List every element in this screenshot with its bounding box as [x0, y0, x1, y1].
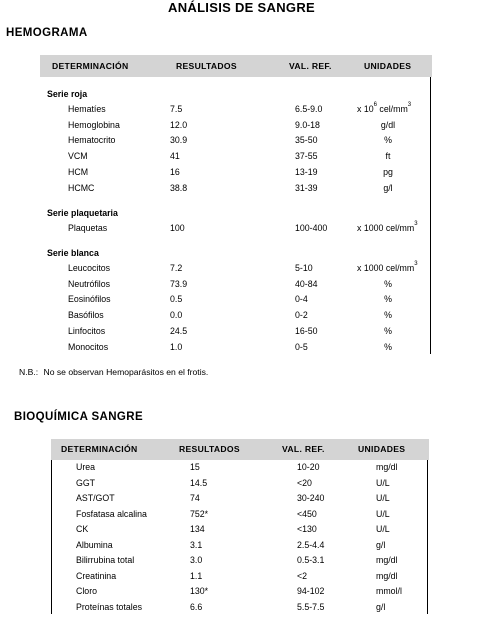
bioquimica-header — [51, 439, 429, 460]
row-ref: 13-19 — [295, 166, 318, 177]
row-name: Hematocrito — [68, 135, 116, 146]
row-ref: 16-50 — [295, 325, 318, 336]
row-result: 1.0 — [170, 341, 183, 352]
unit-text: x 10 — [357, 104, 374, 114]
bioquimica-title: BIOQUÍMICA SANGRE — [14, 411, 144, 423]
row-result: 41 — [170, 151, 180, 162]
row-result: 73.9 — [170, 278, 188, 289]
row-result: 0.5 — [170, 294, 183, 305]
unit-cell: % — [384, 310, 392, 321]
row-ref: 94-102 — [297, 586, 325, 596]
row-result: 3.0 — [190, 555, 203, 565]
bioquimica-right-border — [427, 460, 428, 614]
row-name: Eosinófilos — [68, 294, 111, 305]
unit-text: x 1000 cel/mm — [357, 263, 415, 273]
unit-cell: U/L — [376, 477, 390, 488]
note-label: N.B.: — [19, 367, 39, 377]
unit-cell: % — [384, 278, 392, 289]
hemograma-header — [40, 55, 432, 77]
row-ref: 37-55 — [295, 151, 318, 162]
row-ref: 2.5-4.4 — [297, 539, 325, 550]
row-name: Cloro — [76, 586, 98, 596]
row-result: 12.0 — [170, 119, 188, 130]
row-ref: 6.5-9.0 — [295, 104, 323, 114]
header-unidades: UNIDADES — [358, 444, 406, 454]
row-name: Proteínas totales — [76, 601, 143, 612]
row-ref: 30-240 — [297, 493, 325, 503]
unit-cell: g/dl — [380, 119, 396, 130]
unit-cell: ft — [385, 151, 391, 162]
row-name: CK — [76, 524, 89, 534]
unit-superscript: 6 — [373, 102, 377, 108]
row-ref: <20 — [297, 477, 312, 488]
row-result: 24.5 — [170, 325, 188, 336]
unit-cell: % — [384, 294, 392, 305]
row-result: 7.5 — [170, 104, 183, 114]
group-label: Serie plaquetaria — [47, 208, 118, 218]
hemograma-title: HEMOGRAMA — [6, 27, 88, 39]
unit-cell: % — [384, 325, 392, 336]
header-unidades: UNIDADES — [364, 61, 412, 71]
row-ref: 0.5-3.1 — [297, 555, 325, 565]
unit-cell — [357, 104, 411, 114]
row-ref: 9.0-18 — [295, 119, 320, 130]
row-name: Albumina — [76, 539, 113, 550]
row-result: 15 — [190, 462, 200, 472]
row-ref: 5-10 — [295, 263, 313, 273]
row-ref: 100-400 — [295, 223, 328, 233]
unit-text: cel/mm — [376, 104, 408, 114]
header-valref: VAL. REF. — [289, 61, 332, 71]
unit-cell: U/L — [376, 508, 390, 519]
row-result: 1.1 — [190, 570, 203, 581]
header-valref: VAL. REF. — [282, 444, 325, 454]
row-name: Monocitos — [68, 341, 109, 352]
row-name: HCM — [68, 166, 89, 177]
header-resultados: RESULTADOS — [179, 444, 240, 454]
unit-cell: g/l — [383, 182, 393, 193]
row-ref: <130 — [297, 524, 317, 534]
group-label: Serie blanca — [47, 248, 99, 258]
unit-cell: U/L — [376, 493, 390, 503]
row-name: HCMC — [68, 182, 95, 193]
group-label: Serie roja — [47, 89, 88, 99]
row-name: Basófilos — [68, 310, 104, 321]
unit-cell: g/l — [376, 601, 386, 612]
row-name: Urea — [76, 462, 96, 472]
unit-text: x 1000 cel/mm — [357, 223, 415, 233]
unit-cell: U/L — [376, 524, 390, 534]
row-result: 6.6 — [190, 601, 203, 612]
row-ref: 0-5 — [295, 341, 308, 352]
row-name: Plaquetas — [68, 223, 108, 233]
row-name: Neutrófilos — [68, 278, 111, 289]
unit-superscript: 3 — [414, 221, 418, 227]
row-ref: <2 — [297, 570, 308, 581]
unit-cell: pg — [383, 166, 393, 177]
row-ref: 0-2 — [295, 310, 308, 321]
row-result: 134 — [190, 524, 205, 534]
row-name: Hemoglobina — [68, 119, 120, 130]
header-determinacion: DETERMINACIÓN — [52, 61, 129, 71]
row-result: 74 — [190, 493, 200, 503]
row-ref: 35-50 — [295, 135, 318, 146]
row-result: 100 — [170, 223, 185, 233]
hemograma-right-border — [430, 77, 431, 354]
note-text: No se observan Hemoparásitos en el frotis. — [43, 367, 209, 377]
row-name: Leucocitos — [68, 263, 111, 273]
row-name: GGT — [76, 477, 96, 488]
unit-superscript: 3 — [407, 102, 412, 108]
unit-cell: mg/dl — [376, 555, 398, 565]
page-title: ANÁLISIS DE SANGRE — [168, 0, 315, 15]
row-name: Creatinina — [76, 570, 117, 581]
unit-cell: mg/dl — [376, 462, 398, 472]
unit-cell: % — [384, 341, 392, 352]
row-result: 7.2 — [170, 263, 183, 273]
unit-cell — [357, 223, 418, 233]
header-determinacion: DETERMINACIÓN — [61, 444, 138, 454]
unit-cell: g/l — [376, 539, 386, 550]
note — [19, 367, 208, 377]
unit-cell: % — [384, 135, 392, 146]
row-name: Hematíes — [68, 104, 106, 114]
row-result: 130* — [190, 586, 209, 596]
row-ref: <450 — [297, 508, 317, 519]
row-result: 14.5 — [190, 477, 208, 488]
row-name: Linfocitos — [68, 325, 106, 336]
header-resultados: RESULTADOS — [176, 61, 237, 71]
row-ref: 0-4 — [295, 294, 308, 305]
unit-cell — [357, 263, 418, 273]
row-ref: 40-84 — [295, 278, 318, 289]
row-name: Fosfatasa alcalina — [76, 508, 147, 519]
row-result: 38.8 — [170, 182, 188, 193]
unit-superscript: 3 — [414, 261, 418, 267]
row-result: 0.0 — [170, 310, 183, 321]
row-name: AST/GOT — [76, 493, 115, 503]
row-result: 3.1 — [190, 539, 203, 550]
bioquimica-left-border — [51, 460, 52, 614]
row-ref: 5.5-7.5 — [297, 601, 325, 612]
unit-cell: mmol/l — [376, 586, 402, 596]
row-name: VCM — [68, 151, 88, 162]
row-ref: 10-20 — [297, 462, 320, 472]
unit-cell: mg/dl — [376, 570, 398, 581]
row-ref: 31-39 — [295, 182, 318, 193]
row-name: Bilirrubina total — [76, 555, 135, 565]
row-result: 16 — [170, 166, 180, 177]
row-result: 752* — [190, 508, 209, 519]
row-result: 30.9 — [170, 135, 188, 146]
